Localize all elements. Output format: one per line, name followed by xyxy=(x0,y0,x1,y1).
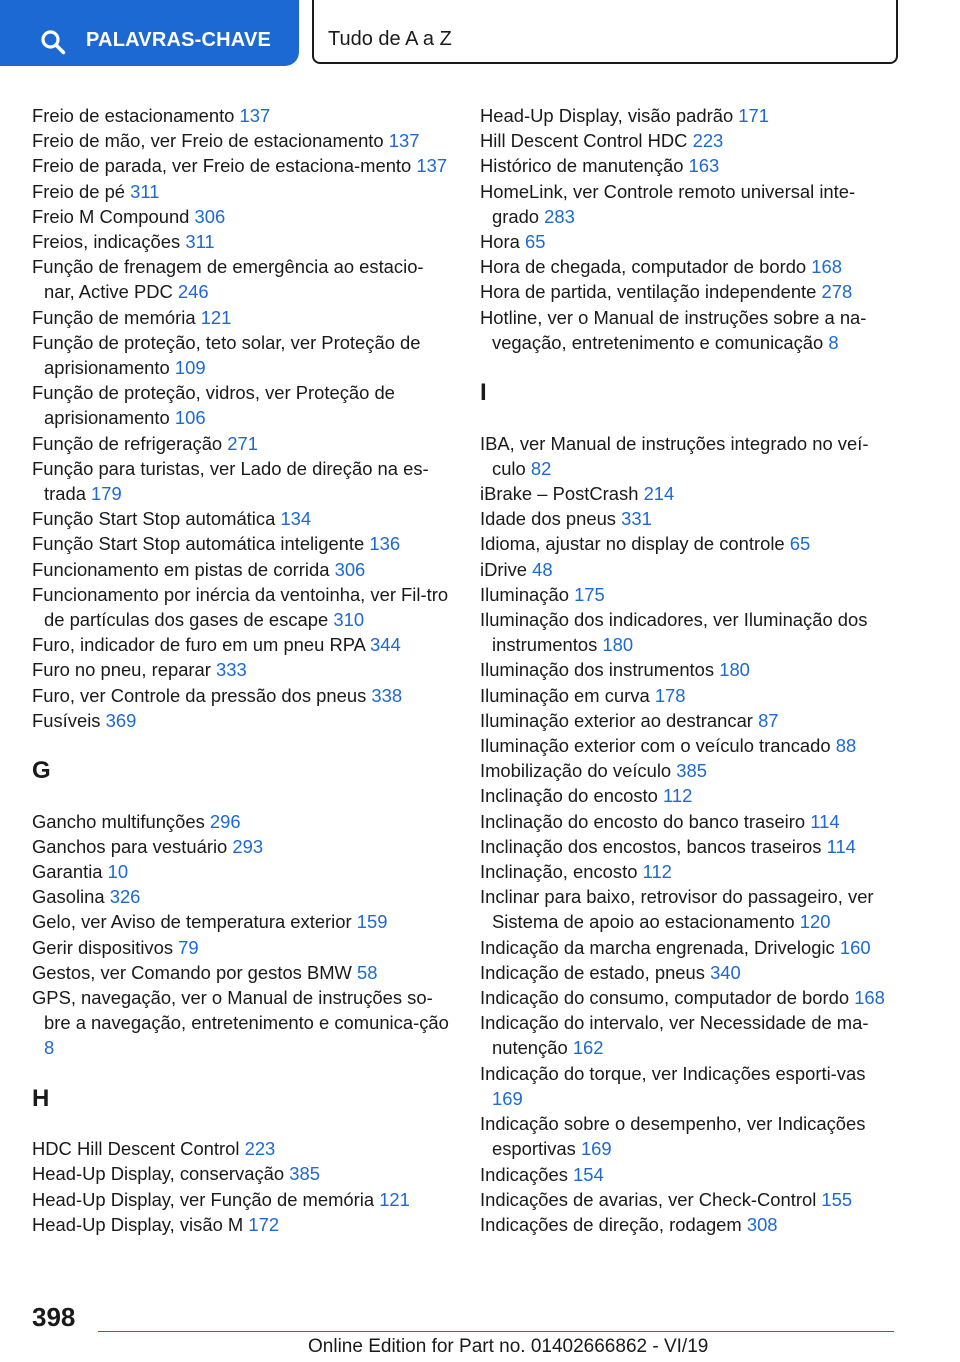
index-entry xyxy=(480,305,890,355)
index-entry xyxy=(32,179,450,204)
index-entry-text: Iluminação exterior ao destrancar xyxy=(480,709,753,731)
index-entry-text: Inclinação do encosto xyxy=(480,785,658,807)
index-entry-page-link[interactable]: 340 xyxy=(710,961,741,983)
index-entry xyxy=(480,506,890,531)
index-entry xyxy=(32,153,450,178)
index-entry-page-link[interactable]: 333 xyxy=(216,659,247,681)
index-entry-page-link[interactable]: 65 xyxy=(525,231,546,253)
index-entry xyxy=(480,935,890,960)
index-entry-page-link[interactable]: 369 xyxy=(105,709,137,731)
index-entry xyxy=(480,1162,890,1187)
index-entry-text: Gestos, ver Comando por gestos BMW xyxy=(32,961,352,983)
index-entry xyxy=(480,229,890,254)
index-entry xyxy=(32,1161,450,1186)
index-entry-text: Iluminação xyxy=(480,583,569,605)
index-entry-page-link[interactable]: 114 xyxy=(810,810,840,832)
index-entry-text: Idade dos pneus xyxy=(480,508,616,530)
index-entry-text: Inclinar para baixo, retrovisor do passageiro, ver Sistema de apoio ao estacionamento xyxy=(480,886,874,933)
index-entry xyxy=(32,1212,450,1237)
index-entry-text: Indicações xyxy=(480,1163,568,1185)
index-entry-page-link[interactable]: 180 xyxy=(602,634,634,656)
index-entry-text: Freio M Compound xyxy=(32,205,190,227)
index-entry xyxy=(480,128,890,153)
index-entry-page-link[interactable]: 296 xyxy=(209,810,241,832)
index-entry-text: Imobilização do veículo xyxy=(480,760,672,782)
index-entry-text: Freio de estacionamento xyxy=(32,105,235,126)
index-entry-page-link[interactable]: 82 xyxy=(530,457,552,479)
index-entry-text: Head-Up Display, visão M xyxy=(32,1213,244,1235)
index-entry xyxy=(480,279,890,304)
index-entry xyxy=(32,884,450,909)
index-entry xyxy=(480,683,890,708)
index-entry-text: Gerir dispositivos xyxy=(32,936,174,958)
index-entry-page-link[interactable]: 58 xyxy=(357,961,378,983)
index-entry-text: iBrake – PostCrash xyxy=(480,483,639,505)
index-entry-text: HDC Hill Descent Control xyxy=(32,1138,240,1160)
index-entry-page-link[interactable]: 306 xyxy=(334,558,366,580)
index-entry-text: Função de frenagem de emergência ao estacio‐nar, Active PDC xyxy=(32,256,424,303)
index-entry-page-link[interactable]: 169 xyxy=(580,1138,612,1160)
index-entry-text: Freio de parada, ver Freio de estaciona‐mento xyxy=(32,155,412,177)
index-entry xyxy=(32,1136,450,1161)
index-entry xyxy=(480,985,890,1010)
index-entry-text: Ganchos para vestuário xyxy=(32,835,228,857)
index-entry-text: GPS, navegação, ver o Manual de instruções so‐bre a navegação, entretenimento e comunica‐ção xyxy=(32,987,449,1034)
index-entry-page-link[interactable]: 137 xyxy=(388,130,420,152)
search-icon xyxy=(40,29,66,55)
index-entry-page-link[interactable]: 162 xyxy=(572,1037,604,1059)
index-entry-text: Funcionamento em pistas de corrida xyxy=(32,558,330,580)
index-entry-text: Gelo, ver Aviso de temperatura exterior xyxy=(32,911,352,933)
index-entry-page-link[interactable]: 278 xyxy=(821,281,853,303)
index-entry xyxy=(480,834,890,859)
index-entry xyxy=(480,103,890,128)
index-entry xyxy=(32,305,450,330)
index-entry-text: Iluminação dos indicadores, ver Iluminação dos instrumentos xyxy=(480,609,868,656)
footer-divider xyxy=(98,1331,894,1332)
index-entry-page-link[interactable]: 136 xyxy=(369,533,401,555)
index-entry xyxy=(32,1187,450,1212)
index-entry-text: Garantia xyxy=(32,861,103,883)
index-entry-text: Função de proteção, vidros, ver Proteção de aprisionamento xyxy=(32,382,395,429)
index-entry-text: Funcionamento por inércia da ventoinha, ver Fil‐tro de partículas dos gases de escape xyxy=(32,583,449,631)
index-entry-text: Hora xyxy=(480,231,520,253)
index-entry-page-link[interactable]: 154 xyxy=(573,1163,604,1185)
index-entry-page-link[interactable]: 223 xyxy=(244,1138,276,1160)
index-entry-page-link[interactable]: 79 xyxy=(178,936,199,958)
index-entry xyxy=(480,431,890,481)
index-entry-page-link[interactable]: 121 xyxy=(379,1188,410,1210)
index-entry xyxy=(32,128,450,153)
index-entry-page-link[interactable]: 175 xyxy=(574,583,605,605)
index-column-left xyxy=(32,103,450,1237)
index-entry-page-link[interactable]: 171 xyxy=(738,105,769,126)
index-entry xyxy=(32,229,450,254)
index-entry xyxy=(32,683,450,708)
index-letter-heading: G xyxy=(32,757,51,785)
index-entry-text: Idioma, ajustar no display de controle xyxy=(480,533,785,555)
index-entry-text: Indicações de direção, rodagem xyxy=(480,1213,742,1235)
index-entry xyxy=(480,481,890,506)
index-entry-page-link[interactable]: 137 xyxy=(239,105,271,126)
index-entry-text: Iluminação exterior com o veículo trancado xyxy=(480,735,831,757)
index-entry-page-link[interactable]: 180 xyxy=(719,659,750,681)
index-entry-page-link[interactable]: 271 xyxy=(227,432,258,454)
index-entry-page-link[interactable]: 293 xyxy=(232,835,264,857)
index-entry xyxy=(32,330,450,380)
index-entry-text: HomeLink, ver Controle remoto universal inte‐grado xyxy=(480,180,856,227)
index-letter-heading: H xyxy=(32,1084,50,1112)
index-entry-page-link[interactable]: 65 xyxy=(789,533,811,555)
index-entry-page-link[interactable]: 109 xyxy=(174,357,206,379)
index-entry-text: Freio de pé xyxy=(32,180,126,202)
page-number: 398 xyxy=(32,1302,76,1332)
index-entry-text: Freios, indicações xyxy=(32,231,181,253)
index-entry-page-link[interactable]: 306 xyxy=(194,205,226,227)
index-entry xyxy=(32,456,450,506)
index-entry xyxy=(480,758,890,783)
index-entry xyxy=(480,809,890,834)
index-entry-page-link[interactable]: 163 xyxy=(688,155,720,177)
index-entry-text: Inclinação, encosto xyxy=(480,861,638,883)
index-entry xyxy=(480,657,890,682)
index-entry xyxy=(32,254,450,304)
index-entry-text: Histórico de manutenção xyxy=(480,155,684,177)
index-entry-page-link[interactable]: 331 xyxy=(621,508,652,530)
index-entry-page-link[interactable]: 338 xyxy=(371,684,403,706)
index-entry xyxy=(480,1061,890,1111)
index-entry-text: Indicação do consumo, computador de bordo xyxy=(480,987,850,1009)
index-entry-page-link[interactable]: 311 xyxy=(185,231,215,253)
index-entry xyxy=(32,103,450,128)
index-entry-page-link[interactable]: 326 xyxy=(109,886,141,908)
index-entry-page-link[interactable]: 137 xyxy=(416,155,448,177)
index-entry xyxy=(480,179,890,229)
index-entry-page-link[interactable]: 283 xyxy=(544,205,575,227)
index-entry xyxy=(480,1187,890,1212)
index-entry xyxy=(32,204,450,229)
footer-edition xyxy=(308,1336,708,1358)
index-entry xyxy=(480,531,890,556)
index-entry xyxy=(32,557,450,582)
a-to-z-tab-label: Tudo de A a Z xyxy=(328,28,452,50)
index-entry xyxy=(32,809,450,834)
index-entry-text: Função Start Stop automática xyxy=(32,508,276,530)
index-entry-page-link[interactable]: 385 xyxy=(289,1163,320,1185)
index-entry xyxy=(480,254,890,279)
index-entry-page-link[interactable]: 168 xyxy=(811,256,842,278)
index-entry xyxy=(480,1212,890,1237)
index-entry xyxy=(480,1010,890,1060)
index-entry-page-link[interactable]: 87 xyxy=(758,709,779,731)
footer-edition-text: Online Edition for Part no. 01402666862 - VI/19 xyxy=(308,1336,709,1357)
index-entry-page-link[interactable]: 10 xyxy=(107,861,129,883)
index-entry xyxy=(32,506,450,531)
index-entry-text: Fusíveis xyxy=(32,709,101,731)
index-entry-text: Gasolina xyxy=(32,886,105,908)
index-entry-text: Inclinação do encosto do banco traseiro xyxy=(480,810,806,832)
index-entry-text: Função para turistas, ver Lado de direção na es‐trada xyxy=(32,457,429,505)
index-entry-page-link[interactable]: 121 xyxy=(200,306,232,328)
index-entry-page-link[interactable]: 178 xyxy=(654,684,686,706)
index-entry xyxy=(32,632,450,657)
index-entry-page-link[interactable]: 134 xyxy=(280,508,312,530)
index-entry-page-link[interactable]: 179 xyxy=(91,483,122,505)
top-navigation xyxy=(0,0,960,66)
index-entry-text: IBA, ver Manual de instruções integrado no veí‐culo xyxy=(480,432,869,479)
index-entry-text: Gancho multifunções xyxy=(32,810,205,832)
index-entry-page-link[interactable]: 172 xyxy=(248,1213,280,1235)
index-entry xyxy=(480,733,890,758)
index-entry-page-link[interactable]: 8 xyxy=(44,1037,55,1059)
index-entry xyxy=(32,834,450,859)
index-entry-text: Iluminação em curva xyxy=(480,684,650,706)
index-entry xyxy=(32,431,450,456)
index-entry-page-link[interactable]: 246 xyxy=(177,281,209,303)
index-letter-heading: I xyxy=(480,379,487,407)
index-entry-text: Head-Up Display, ver Função de memória xyxy=(32,1188,375,1210)
index-entry-page-link[interactable]: 308 xyxy=(746,1213,778,1235)
index-entry-page-link[interactable]: 120 xyxy=(799,911,831,933)
index-entry-text: Hill Descent Control HDC xyxy=(480,130,688,152)
index-entry-text: Indicação do torque, ver Indicações esporti‐vas xyxy=(480,1062,866,1084)
index-entry-text: Hora de chegada, computador de bordo xyxy=(480,256,807,278)
index-entry xyxy=(32,657,450,682)
index-entry-text: Função de proteção, teto solar, ver Proteção de aprisionamento xyxy=(32,331,421,379)
index-entry xyxy=(32,708,450,733)
index-entry-text: Indicação de estado, pneus xyxy=(480,961,705,983)
index-entry-text: Função de refrigeração xyxy=(32,432,223,454)
index-entry xyxy=(480,783,890,808)
index-entry xyxy=(480,153,890,178)
keywords-tab[interactable] xyxy=(0,0,299,66)
keywords-tab-label: PALAVRAS-CHAVE xyxy=(86,29,272,51)
index-entry xyxy=(480,582,890,607)
a-to-z-tab[interactable] xyxy=(312,0,898,64)
index-entry-page-link[interactable]: 106 xyxy=(174,407,206,429)
index-entry xyxy=(32,935,450,960)
index-entry xyxy=(480,960,890,985)
index-entry xyxy=(480,884,890,934)
index-entry-text: Head-Up Display, conservação xyxy=(32,1163,285,1185)
index-entry xyxy=(480,708,890,733)
index-entry-page-link[interactable]: 385 xyxy=(676,760,707,782)
index-entry-page-link[interactable]: 112 xyxy=(663,785,693,807)
index-entry-text: Freio de mão, ver Freio de estacionamento xyxy=(32,130,384,152)
index-entry-page-link[interactable]: 310 xyxy=(333,609,365,631)
index-entry-page-link[interactable]: 160 xyxy=(839,936,871,958)
index-entry-page-link[interactable]: 48 xyxy=(532,558,553,580)
index-entry-text: Indicações de avarias, ver Check-Control xyxy=(480,1188,817,1210)
index-entry-text: Head-Up Display, visão padrão xyxy=(480,105,734,126)
index-entry xyxy=(480,607,890,657)
index-entry-text: Furo, ver Controle da pressão dos pneus xyxy=(32,684,367,706)
index-entry-text: Indicação da marcha engrenada, Drivelogic xyxy=(480,936,835,958)
index-entry-page-link[interactable]: 311 xyxy=(130,180,160,202)
index-entry-page-link[interactable]: 114 xyxy=(826,835,856,857)
index-entry-text: Hotline, ver o Manual de instruções sobre a na‐vegação, entretenimento e comunicação xyxy=(480,306,867,353)
index-entry xyxy=(32,909,450,934)
index-entry xyxy=(32,960,450,985)
index-entry xyxy=(480,1111,890,1161)
index-entry-page-link[interactable]: 223 xyxy=(692,130,724,152)
index-entry-page-link[interactable]: 168 xyxy=(854,987,885,1009)
index-entry-text: iDrive xyxy=(480,558,528,580)
index-entry-text: Função de memória xyxy=(32,306,196,328)
index-entry-page-link[interactable]: 169 xyxy=(492,1087,523,1109)
index-entry-text: Inclinação dos encostos, bancos traseiros xyxy=(480,835,822,857)
index-entry xyxy=(32,380,450,430)
index-entry-page-link[interactable]: 155 xyxy=(821,1188,853,1210)
index-entry xyxy=(480,859,890,884)
index-entry-text: Indicação sobre o desempenho, ver Indicações esportivas xyxy=(480,1113,866,1160)
index-entry-page-link[interactable]: 112 xyxy=(642,861,672,883)
index-entry-page-link[interactable]: 214 xyxy=(643,483,675,505)
index-entry-text: Indicação do intervalo, ver Necessidade de ma‐nutenção xyxy=(480,1012,869,1059)
index-entry-text: Função Start Stop automática inteligente xyxy=(32,533,365,555)
index-entry xyxy=(480,557,890,582)
index-entry-page-link[interactable]: 344 xyxy=(370,634,401,656)
index-column-right xyxy=(480,103,890,1237)
index-entry-page-link[interactable]: 159 xyxy=(356,911,388,933)
index-entry-text: Iluminação dos instrumentos xyxy=(480,659,715,681)
index-entry-text: Furo, indicador de furo em um pneu RPA xyxy=(32,634,365,656)
index-entry-text: Furo no pneu, reparar xyxy=(32,659,211,681)
index-entry-page-link[interactable]: 8 xyxy=(828,331,839,353)
index-entry-text: Hora de partida, ventilação independente xyxy=(480,281,817,303)
index-entry xyxy=(32,859,450,884)
index-entry xyxy=(32,531,450,556)
index-entry xyxy=(32,582,450,632)
index-entry-page-link[interactable]: 88 xyxy=(835,735,857,757)
index-entry xyxy=(32,985,450,1061)
